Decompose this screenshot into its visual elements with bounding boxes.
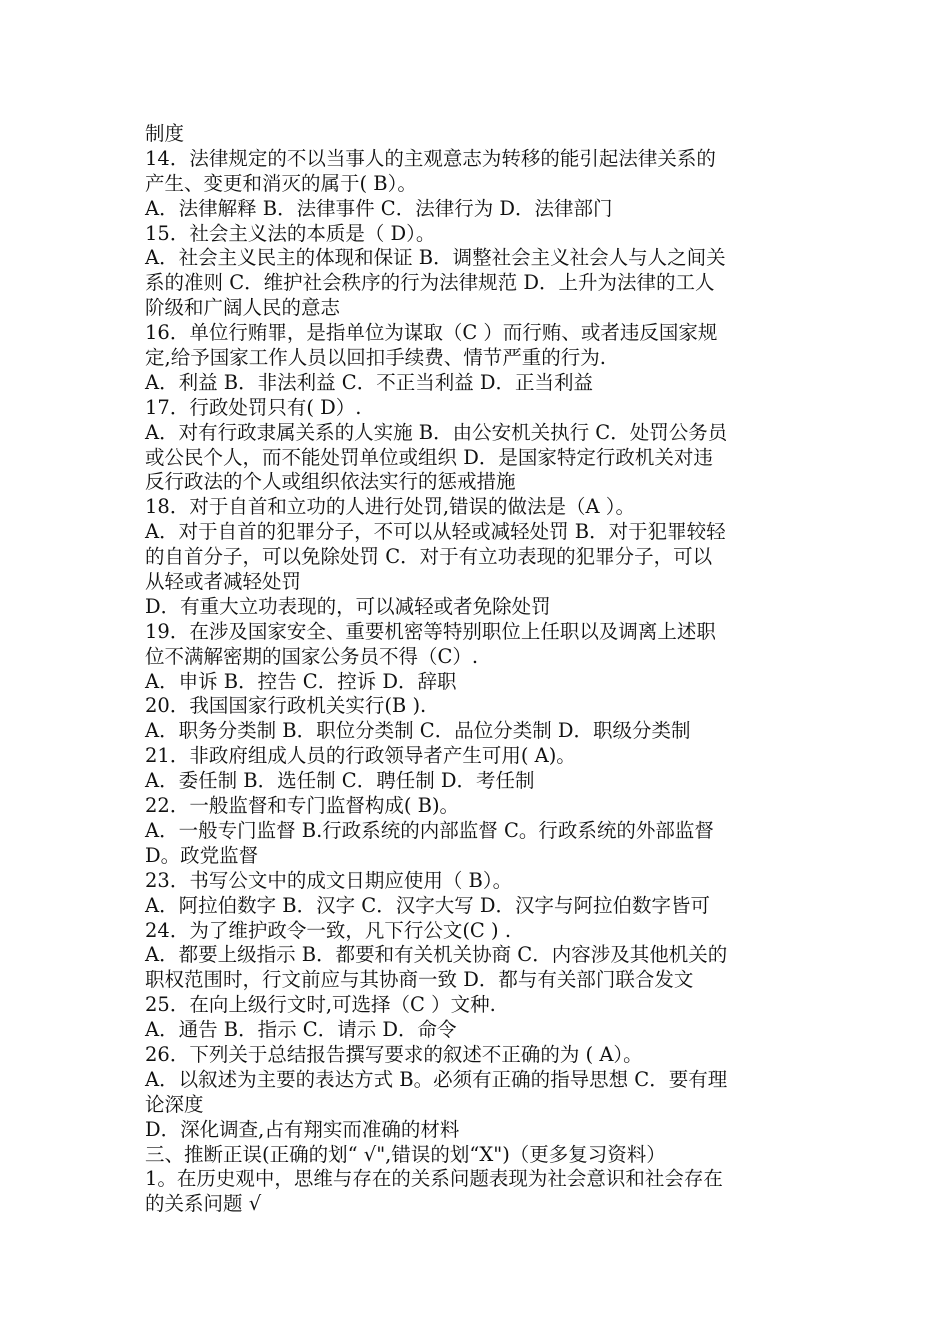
question-15: 15．社会主义法的本质是（ D）。 bbox=[145, 221, 436, 245]
document-page bbox=[145, 122, 810, 1217]
question-20: 20．我国国家行政机关实行(B ). bbox=[145, 694, 427, 718]
answer-options: A．职务分类制 B．职位分类制 C．品位分类制 D．职级分类制 bbox=[145, 719, 691, 743]
text-line: 产生、变更和消灭的属于( B）。 bbox=[145, 171, 417, 195]
text-line: 反行政法的个人或组织依法实行的惩戒措施 bbox=[145, 470, 516, 494]
answer-options: A．利益 B．非法利益 C．不正当利益 D．正当利益 bbox=[145, 370, 594, 394]
text-line: D。政党监督 bbox=[145, 843, 259, 867]
question-22: 22．一般监督和专门监督构成( B)。 bbox=[145, 794, 460, 818]
answer-options: D．深化调查,占有翔实而准确的材料 bbox=[145, 1117, 460, 1141]
answer-options: A．对有行政隶属关系的人实施 B．由公安机关执行 C．处罚公务员 bbox=[145, 420, 728, 444]
section-heading: 三、推断正误(正确的划“ √",错误的划“X")（更多复习资料） bbox=[145, 1142, 666, 1166]
answer-options: A．法律解释 B．法律事件 C．法律行为 D．法律部门 bbox=[145, 196, 613, 220]
question-23: 23．书写公文中的成文日期应使用（ B）。 bbox=[145, 868, 513, 892]
text-line: 系的准则 C．维护社会秩序的行为法律规范 D．上升为法律的工人 bbox=[145, 271, 715, 295]
question-16: 16．单位行贿罪，是指单位为谋取（C ）而行贿、或者违反国家规 bbox=[145, 321, 718, 345]
text-line: 定,给予国家工作人员以回扣手续费、情节严重的行为. bbox=[145, 346, 606, 370]
text-line: 的自首分子，可以免除处罚 C．对于有立功表现的犯罪分子，可以 bbox=[145, 545, 713, 569]
question-14: 14．法律规定的不以当事人的主观意志为转移的能引起法律关系的 bbox=[145, 146, 716, 170]
answer-options: A．以叙述为主要的表达方式 B。必须有正确的指导思想 C．要有理 bbox=[145, 1067, 728, 1091]
answer-options: A．委任制 B．选任制 C．聘任制 D．考任制 bbox=[145, 769, 535, 793]
answer-options: A．对于自首的犯罪分子，不可以从轻或减轻处罚 B．对于犯罪较轻 bbox=[145, 520, 726, 544]
answer-options: A．都要上级指示 B．都要和有关机关协商 C．内容涉及其他机关的 bbox=[145, 943, 728, 967]
statement-1: 1。在历史观中，思维与存在的关系问题表现为社会意识和社会存在 bbox=[145, 1167, 723, 1191]
question-18: 18．对于自首和立功的人进行处罚,错误的做法是（A ）。 bbox=[145, 495, 636, 519]
question-17: 17．行政处罚只有( D）. bbox=[145, 395, 362, 419]
text-line: 制度 bbox=[145, 122, 185, 145]
answer-options: D．有重大立功表现的，可以减轻或者免除处罚 bbox=[145, 594, 551, 618]
question-21: 21．非政府组成人员的行政领导者产生可用( A)。 bbox=[145, 744, 576, 768]
text-line: 阶级和广阔人民的意志 bbox=[145, 296, 341, 320]
text-line: 位不满解密期的国家公务员不得（C）. bbox=[145, 644, 479, 668]
question-24: 24．为了维护政令一致，凡下行公文(C ) . bbox=[145, 918, 512, 942]
answer-options: A．一般专门监督 B.行政系统的内部监督 C。行政系统的外部监督 bbox=[145, 818, 714, 842]
text-line: 从轻或者减轻处罚 bbox=[145, 570, 302, 594]
answer-options: A．通告 B．指示 C．请示 D．命令 bbox=[145, 1018, 457, 1042]
text-line: 的关系问题 √ bbox=[145, 1192, 262, 1216]
text-line: 论深度 bbox=[145, 1092, 204, 1116]
answer-options: A．阿拉伯数字 B．汉字 C．汉字大写 D．汉字与阿拉伯数字皆可 bbox=[145, 893, 711, 917]
answer-options: A．申诉 B．控告 C．控诉 D．辞职 bbox=[145, 669, 457, 693]
text-line: 或公民个人，而不能处罚单位或组织 D．是国家特定行政机关对违 bbox=[145, 445, 713, 469]
answer-options: A．社会主义民主的体现和保证 B．调整社会主义社会人与人之间关 bbox=[145, 246, 726, 270]
text-line: 职权范围时，行文前应与其协商一致 D．都与有关部门联合发文 bbox=[145, 968, 694, 992]
question-25: 25．在向上级行文时,可选择（C ）文种. bbox=[145, 993, 496, 1017]
question-19: 19．在涉及国家安全、重要机密等特别职位上任职以及调离上述职 bbox=[145, 619, 716, 643]
question-26: 26．下列关于总结报告撰写要求的叙述不正确的为 ( A）。 bbox=[145, 1042, 643, 1066]
